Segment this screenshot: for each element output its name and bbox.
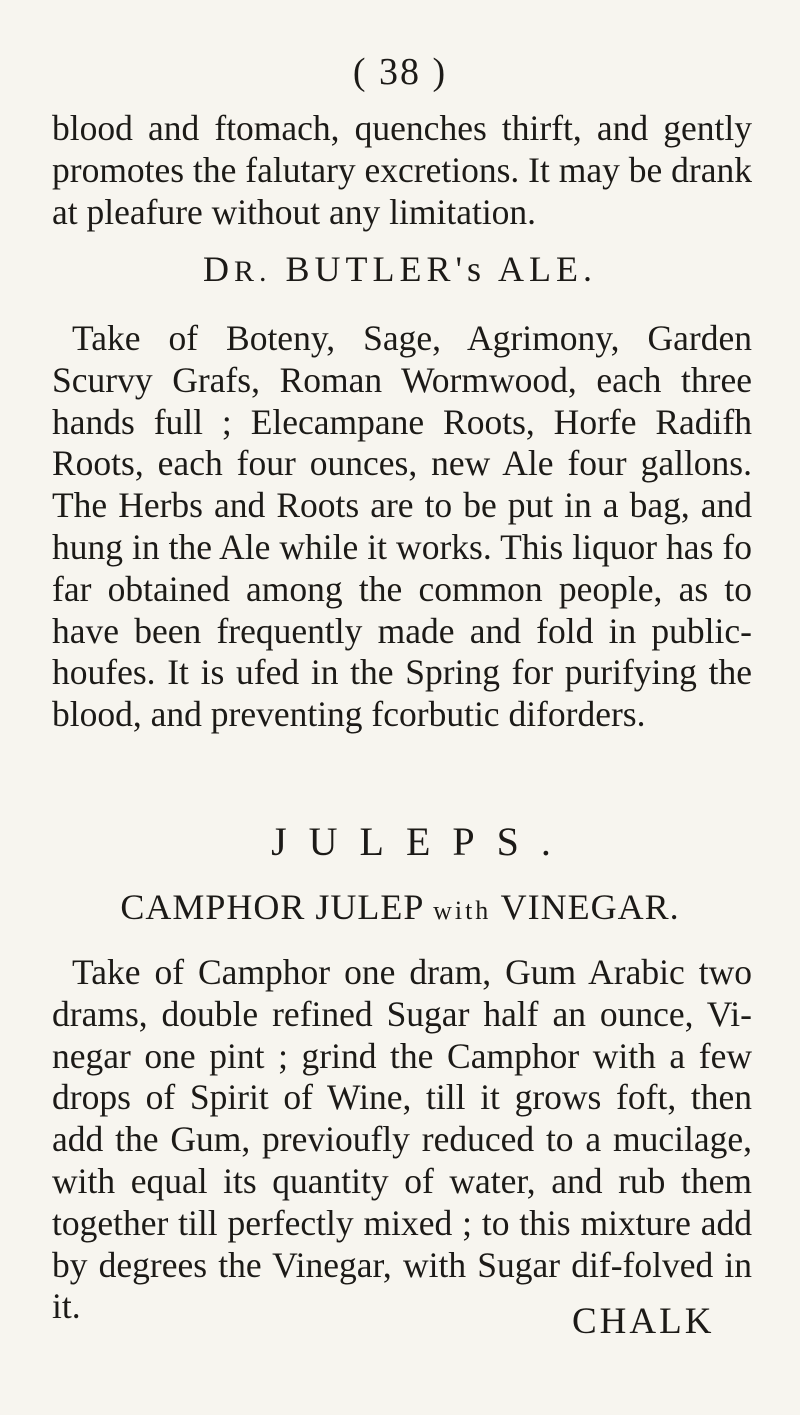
- camphor-recipe-paragraph: Take of Camphor one dram, Gum Arabic two drams, double refined Sugar half an ounce, Vi-negar one pint ; grind the Camphor with a few drops of Spirit of Wine, till it grows foft, then add the Gum, previoufly reduced to a mucilage, with equal its quantity of water, and rub them together till perfectly mixed ; to this mixture add by degrees the Vinegar, with Sugar dif-folved in it.: [52, 952, 752, 1327]
- ale-recipe-paragraph: Take of Boteny, Sage, Agrimony, Garden Scurvy Grafs, Roman Wormwood, each three hands full ; Elecampane Roots, Horfe Radifh Roots, each four ounces, new Ale four gallons. The Herbs and Roots are to be put in a bag, and hung in the Ale while it works. This liquor has fo far obtained among the common people, as to have been frequently made and fold in public-houfes. It is ufed in the Spring for purifying the blood, and preventing fcorbutic diforders.: [52, 318, 752, 735]
- camphor-heading-c: VINEGAR.: [491, 887, 680, 927]
- camphor-text-block: [52, 952, 752, 1328]
- ale-text-block: [52, 318, 752, 736]
- ale-heading-small: R.: [234, 255, 272, 288]
- juleps-section-heading: JULEPS.: [271, 819, 573, 864]
- ale-recipe-heading: [0, 248, 800, 290]
- camphor-heading-a: CAMPHOR JULEP: [120, 887, 434, 927]
- ale-heading-rest: BUTLER's ALE.: [271, 249, 597, 289]
- catchword: CHALK: [572, 1301, 715, 1342]
- intro-paragraph: blood and ftomach, quenches thirft, and gently promotes the falutary excretions. It may be drank at pleafure without any limitation.: [52, 108, 752, 232]
- camphor-heading-b: with: [433, 896, 492, 925]
- page-number: ( 38 ): [352, 51, 448, 93]
- intro-text-block: [52, 108, 752, 233]
- ale-heading-prefix: D: [203, 249, 234, 289]
- camphor-julep-heading: [0, 886, 800, 928]
